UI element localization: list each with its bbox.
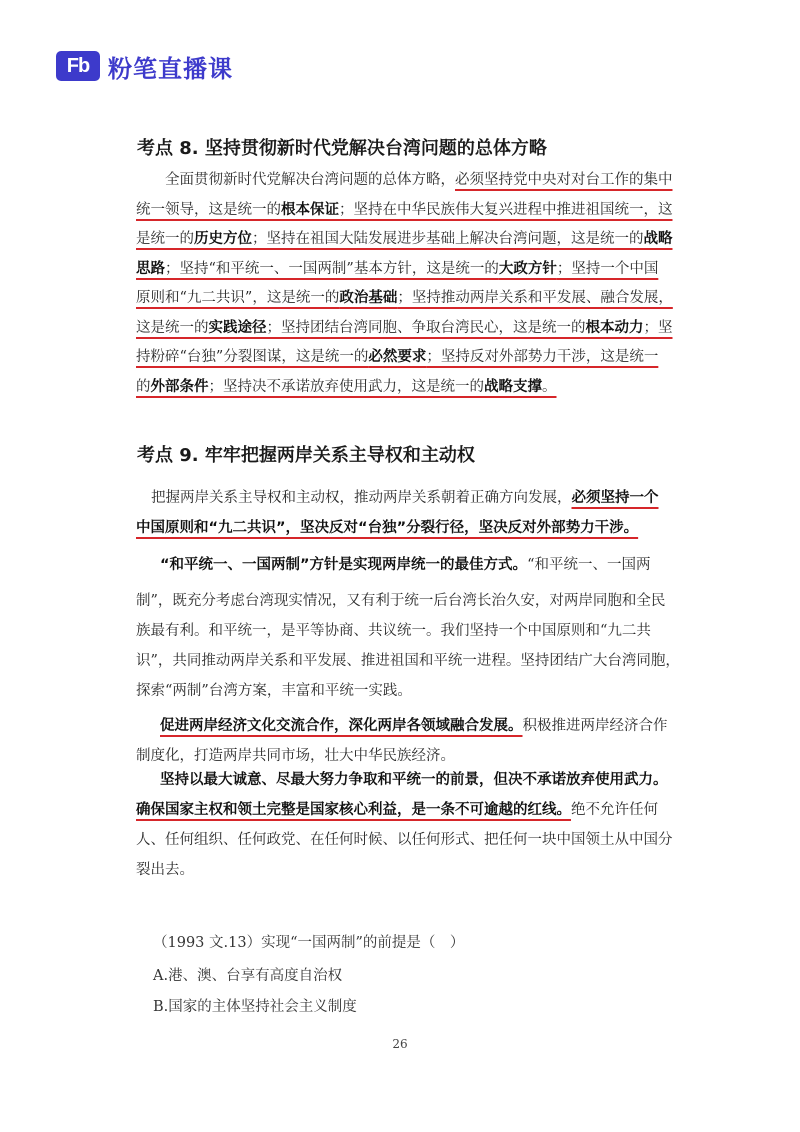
s9p2-line-1: “和平统一、一国两制”方针是实现两岸统一的最佳方式。“和平统一、一国两 <box>160 557 651 573</box>
s9p2-line-4: 识”，共同推动两岸关系和平发展、推进祖国和平统一进程。坚持团结广大台湾同胞， <box>136 653 680 669</box>
s9p4-line-3: 人、任何组织、任何政党、在任何时候、以任何形式、把任何一块中国领土从中国分 <box>136 832 673 848</box>
section8-paragraph <box>136 166 682 402</box>
s8-line-3: 是统一的历史方位；坚持在祖国大陆发展进步基础上解决台湾问题，这是统一的战略 <box>136 231 673 247</box>
s9p4-line-1: 坚持以最大诚意、尽最大努力争取和平统一的前景，但决不承诺放弃使用武力。 <box>160 772 668 788</box>
s8-line-7: 持粉碎“台独”分裂图谋，这是统一的必然要求；坚持反对外部势力干涉，这是统一 <box>136 349 659 365</box>
section9-para3 <box>136 711 682 771</box>
s8-line-6: 这是统一的实践途径；坚持团结台湾同胞、争取台湾民心，这是统一的根本动力；坚 <box>136 319 673 336</box>
brand-mark-icon: Fb <box>56 51 100 81</box>
s8-line-4: 思路；坚持“和平统一、一国两制”基本方针，这是统一的大政方针；坚持一个中国 <box>136 260 659 277</box>
s8-line-2: 统一领导，这是统一的根本保证；坚持在中华民族伟大复兴进程中推进祖国统一，这 <box>136 201 673 218</box>
question-option-a: A.港、澳、台享有高度自治权 <box>153 968 343 984</box>
section9-para2 <box>136 550 682 706</box>
question-stem: （1993 文.13）实现“一国两制”的前提是（ ） <box>153 935 465 951</box>
s9p4-line-4: 裂出去。 <box>136 862 194 878</box>
s9p2-line-5: 探索“两制”台湾方案，丰富和平统一实践。 <box>136 683 412 699</box>
s9p4-line-2: 确保国家主权和领土完整是国家核心利益，是一条不可逾越的红线。绝不允许任何 <box>136 802 658 818</box>
s8-line-5: 原则和“九二共识”，这是统一的政治基础；坚持推动两岸关系和平发展、融合发展， <box>136 290 673 306</box>
section9-heading: 考点 9. 牢牢把握两岸关系主导权和主动权 <box>137 445 475 466</box>
page-number: 26 <box>392 1037 408 1051</box>
section8-heading: 考点 8. 坚持贯彻新时代党解决台湾问题的总体方略 <box>137 138 547 159</box>
section9-para1 <box>136 483 682 543</box>
s9p2-line-2: 制”，既充分考虑台湾现实情况，又有利于统一后台湾长治久安，对两岸同胞和全民 <box>136 593 666 609</box>
s9p1-line-1: 把握两岸关系主导权和主动权，推动两岸关系朝着正确方向发展，必须坚持一个 <box>151 490 659 506</box>
section9-para4 <box>136 765 682 885</box>
s8-line-1: 全面贯彻新时代党解决台湾问题的总体方略，必须坚持党中央对对台工作的集中 <box>165 172 673 188</box>
brand-logo <box>56 50 233 82</box>
s8-line-8: 的外部条件；坚持决不承诺放弃使用武力，这是统一的战略支撑。 <box>136 378 557 395</box>
brand-name: 粉笔直播课 <box>108 54 233 83</box>
s9p1-line-2: 中国原则和“九二共识”，坚决反对“台独”分裂行径，坚决反对外部势力干涉。 <box>136 520 639 536</box>
s9p2-line-3: 族最有利。和平统一，是平等协商、共议统一。我们坚持一个中国原则和“九二共 <box>136 623 651 639</box>
s9p3-line-2: 制度化，打造两岸共同市场，壮大中华民族经济。 <box>136 748 455 764</box>
s9p3-line-1: 促进两岸经济文化交流合作，深化两岸各领域融合发展。积极推进两岸经济合作 <box>160 718 668 734</box>
question-option-b: B.国家的主体坚持社会主义制度 <box>153 999 357 1015</box>
